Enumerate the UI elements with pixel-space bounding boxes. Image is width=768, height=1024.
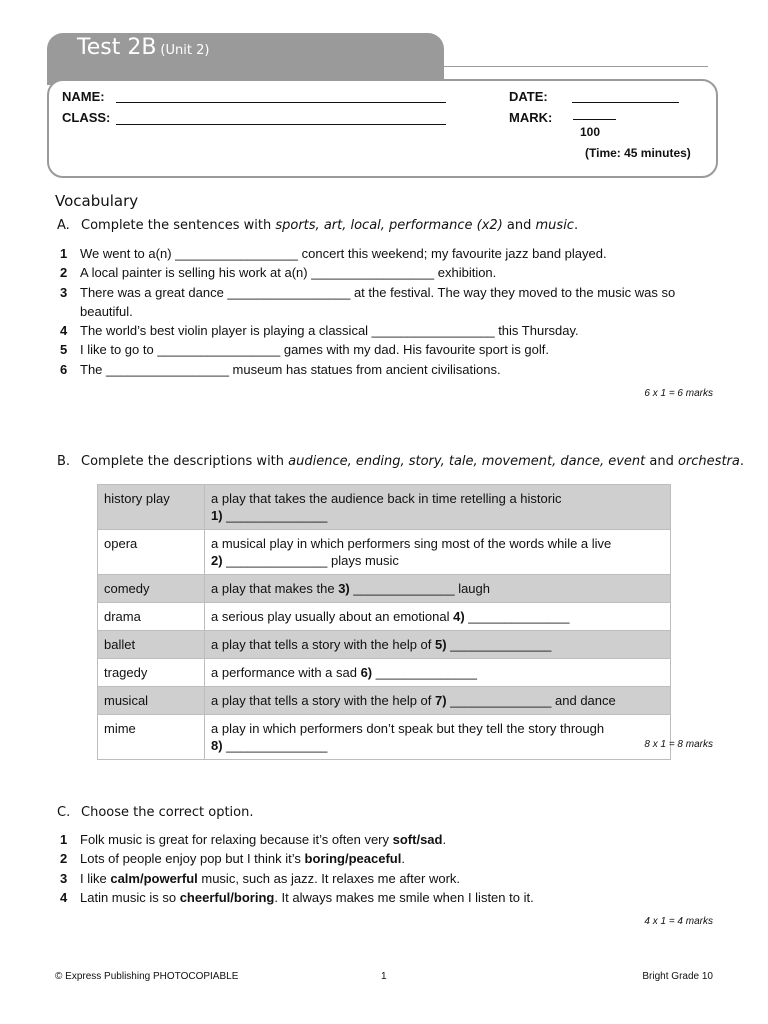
table-row [98, 530, 671, 575]
instruction-b [57, 454, 744, 469]
item-text [80, 888, 680, 907]
item-number: 6 [60, 361, 68, 377]
list-item [60, 360, 680, 379]
list-item [60, 830, 680, 849]
instruction-c-text: Choose the correct option. [81, 805, 254, 820]
footer-book-title: Bright Grade 10 [642, 971, 713, 982]
item-text: We went to a(n) _________________ concert this weekend; my favourite jazz band played. [80, 246, 607, 261]
definition-cell [205, 687, 671, 715]
item-number: 5 [60, 342, 68, 358]
item-text: The world’s best violin player is playing a classical _________________ this Thursday. [80, 323, 579, 339]
footer-page-number: 1 [381, 971, 387, 982]
vocabulary-table [97, 484, 671, 760]
class-field[interactable] [116, 124, 446, 125]
definition-text: a play in which performers don’t speak but they tell the story through [211, 721, 605, 736]
option-pair[interactable]: cheerful/boring [179, 889, 275, 905]
answer-blank[interactable]: ______________ [222, 508, 328, 523]
table-row [98, 485, 671, 530]
footer-copyright: © Express Publishing PHOTOCOPIABLE [55, 971, 239, 982]
blank-number: 4) [453, 609, 465, 624]
instruction-a-last-word: music [535, 218, 574, 233]
test-title-unit: (Unit 2) [160, 43, 210, 58]
marks-c: 4 x 1 = 4 marks [644, 916, 713, 927]
table-row [98, 715, 671, 760]
term-cell: tragedy [98, 659, 205, 687]
answer-blank[interactable]: ______________ [222, 738, 328, 753]
list-item [60, 869, 680, 888]
answer-blank[interactable]: ______________ [446, 637, 552, 652]
definition-cell [205, 575, 671, 603]
instruction-c [57, 805, 254, 820]
option-pair[interactable]: boring/peaceful [304, 851, 402, 867]
definition-text: a musical play in which performers sing most of the words while a live [211, 536, 612, 551]
term-cell: history play [98, 485, 205, 530]
section-title-vocabulary: Vocabulary [55, 192, 139, 210]
item-text-post: . It always makes me smile when I listen to it. [274, 889, 534, 905]
item-number: 4 [60, 323, 68, 339]
instruction-a [57, 218, 578, 233]
option-pair[interactable]: soft/sad [392, 832, 443, 847]
answer-blank[interactable]: ______________ and dance [446, 693, 616, 708]
table-row [98, 575, 671, 603]
item-number: 1 [60, 246, 68, 261]
list-item [60, 340, 680, 359]
instruction-a-and: and [502, 218, 536, 233]
item-text [80, 849, 680, 868]
answer-blank[interactable]: ______________ [372, 665, 477, 680]
term-cell: mime [98, 715, 205, 760]
date-label: DATE: [509, 89, 548, 104]
test-title-main: Test 2B [77, 35, 157, 60]
term-cell: musical [98, 687, 205, 715]
definition-text: a play that takes the audience back in time retelling a historic [211, 491, 562, 506]
list-item [60, 283, 680, 322]
item-text: There was a great dance _________________ at the festival. The way they moved to the music was so beautiful. [80, 284, 676, 319]
item-text: I like to go to _________________ games with my dad. His favourite sport is golf. [80, 342, 550, 358]
definition-cell [205, 530, 671, 575]
test-title [77, 35, 209, 60]
list-item [60, 888, 680, 907]
student-info-box [47, 79, 718, 178]
option-pair[interactable]: calm/powerful [110, 870, 198, 886]
answer-blank[interactable]: ______________ laugh [349, 581, 491, 596]
instruction-b-words: audience, ending, story, tale, movement, dance, event [288, 454, 646, 469]
item-text-post: music, such as jazz. It relaxes me after work. [197, 870, 461, 886]
item-number: 1 [60, 832, 68, 847]
time-limit: (Time: 45 minutes) [585, 146, 691, 160]
header-rule [444, 66, 708, 67]
item-text-post: . [401, 851, 405, 867]
definition-cell [205, 603, 671, 631]
table-row [98, 687, 671, 715]
table-row [98, 659, 671, 687]
class-label: CLASS: [62, 110, 111, 125]
table-row [98, 603, 671, 631]
mark-total: 100 [580, 125, 601, 139]
item-text [80, 869, 680, 888]
term-cell: comedy [98, 575, 205, 603]
item-text: The _________________ museum has statues from ancient civilisations. [80, 361, 501, 377]
item-text-pre: Folk music is great for relaxing because it’s often very [80, 832, 393, 847]
blank-number: 8) [211, 738, 223, 753]
list-item [60, 244, 680, 263]
instruction-a-text: Complete the sentences with [81, 218, 276, 233]
item-text-pre: Latin music is so [80, 889, 180, 905]
section-c-list [60, 830, 680, 907]
instruction-b-text: Complete the descriptions with [81, 454, 289, 469]
definition-cell [205, 659, 671, 687]
item-number: 3 [60, 870, 68, 886]
definition-text: a play that tells a story with the help of [211, 637, 436, 652]
definition-cell [205, 485, 671, 530]
item-number: 3 [60, 284, 68, 300]
item-number: 4 [60, 889, 68, 905]
item-text-pre: I like [80, 870, 111, 886]
item-text-post: . [442, 832, 447, 847]
definition-cell [205, 715, 671, 760]
item-text [80, 830, 680, 849]
item-text-pre: Lots of people enjoy pop but I think it’s [80, 851, 305, 867]
mark-field[interactable] [573, 119, 616, 120]
instruction-a-words: sports, art, local, performance (x2) [275, 218, 503, 233]
term-cell: ballet [98, 631, 205, 659]
blank-number: 6) [360, 665, 373, 680]
answer-blank[interactable]: ______________ [464, 609, 570, 624]
section-letter-c: C. [57, 805, 71, 820]
instruction-a-end: . [573, 218, 579, 233]
list-item [60, 849, 680, 868]
list-item [60, 321, 680, 340]
answer-blank[interactable]: ______________ plays music [222, 553, 399, 568]
item-text: A local painter is selling his work at a(n) _________________ exhibition. [80, 265, 497, 281]
table-row [98, 631, 671, 659]
blank-number: 7) [435, 693, 447, 708]
definition-text: a performance with a sad [211, 665, 361, 680]
name-field[interactable] [116, 102, 446, 103]
marks-b: 8 x 1 = 8 marks [644, 739, 713, 750]
date-field[interactable] [572, 102, 679, 103]
list-item [60, 263, 680, 282]
definition-text: a serious play usually about an emotional [211, 609, 454, 624]
blank-number: 2) [211, 553, 223, 568]
blank-number: 5) [435, 637, 447, 652]
term-cell: drama [98, 603, 205, 631]
item-number: 2 [60, 851, 68, 867]
item-number: 2 [60, 265, 68, 281]
instruction-b-last-word: orchestra [677, 454, 740, 469]
term-cell: opera [98, 530, 205, 575]
definition-text: a play that tells a story with the help of [211, 693, 436, 708]
blank-number: 3) [338, 581, 350, 596]
definition-cell [205, 631, 671, 659]
marks-a: 6 x 1 = 6 marks [644, 388, 713, 399]
name-label: NAME: [62, 89, 105, 104]
instruction-b-and: and [645, 454, 678, 469]
blank-number: 1) [211, 508, 223, 523]
section-letter-a: A. [57, 218, 70, 233]
section-a-list [60, 244, 680, 379]
definition-text: a play that makes the [211, 581, 339, 596]
section-letter-b: B. [57, 454, 71, 469]
instruction-b-end: . [739, 454, 744, 469]
mark-label: MARK: [509, 110, 553, 125]
